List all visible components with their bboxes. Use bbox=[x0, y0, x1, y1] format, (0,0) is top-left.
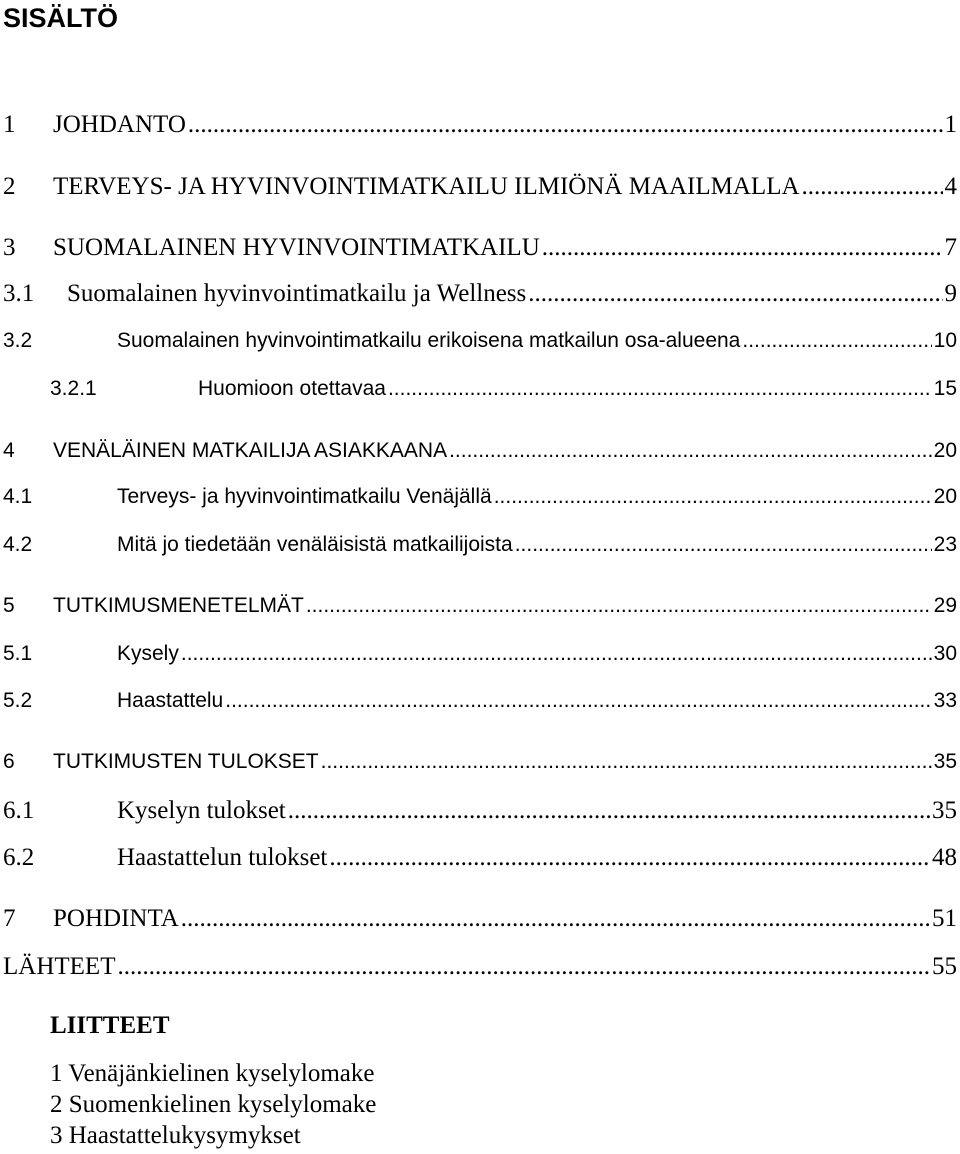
toc-dot-leader bbox=[181, 903, 930, 935]
toc-entry-page: 20 bbox=[933, 439, 957, 462]
appendix-item[interactable]: 2 Suomenkielinen kyselylomake bbox=[50, 1091, 377, 1118]
toc-entry-number: 5.2 bbox=[3, 689, 33, 712]
toc-entry-title: LÄHTEET bbox=[3, 953, 116, 980]
toc-entry-number: 1 bbox=[3, 111, 16, 138]
toc-dot-leader bbox=[449, 435, 932, 467]
toc-entry-6[interactable] bbox=[3, 746, 957, 778]
toc-entry-3-1[interactable] bbox=[3, 278, 957, 310]
toc-entry-title: VENÄLÄINEN MATKAILIJA ASIAKKAANA bbox=[53, 439, 448, 462]
toc-entry-number: 4 bbox=[3, 439, 15, 462]
toc-entry-title: Haastattelu bbox=[117, 689, 224, 712]
toc-entry-page: 35 bbox=[932, 797, 957, 824]
toc-entry-number: 6.2 bbox=[3, 844, 35, 871]
toc-entry-title: POHDINTA bbox=[53, 905, 179, 932]
appendices-list bbox=[50, 1058, 376, 1151]
toc-entry-number: 3.1 bbox=[3, 280, 35, 307]
toc-entry-page: 48 bbox=[932, 844, 957, 871]
toc-dot-leader bbox=[388, 373, 932, 405]
appendices-heading: LIITTEET bbox=[50, 1012, 170, 1039]
toc-entry-title: Kysely bbox=[117, 642, 179, 665]
toc-entry-page: 4 bbox=[944, 173, 957, 200]
toc-entry-page: 20 bbox=[933, 485, 957, 508]
toc-dot-leader bbox=[802, 171, 943, 203]
toc-entry-title: TERVEYS- JA HYVINVOINTIMATKAILU ILMIÖNÄ MAAILMALLA bbox=[53, 173, 800, 200]
toc-dot-leader bbox=[321, 746, 932, 778]
toc-entry-title: TUTKIMUSMENETELMÄT bbox=[53, 594, 304, 617]
toc-entry-references[interactable] bbox=[3, 951, 957, 983]
toc-entry-page: 30 bbox=[933, 642, 957, 665]
toc-dot-leader bbox=[742, 325, 931, 357]
toc-entry-number: 3.2 bbox=[3, 329, 33, 352]
toc-dot-leader bbox=[329, 842, 930, 874]
toc-dot-leader bbox=[181, 638, 932, 670]
toc-entry-number: 3 bbox=[3, 234, 16, 261]
toc-entry-3-2[interactable] bbox=[3, 325, 957, 357]
toc-entry-number: 5 bbox=[3, 594, 15, 617]
toc-entry-page: 7 bbox=[944, 234, 957, 261]
appendix-item[interactable]: 1 Venäjänkielinen kyselylomake bbox=[50, 1060, 375, 1087]
toc-entry-number: 2 bbox=[3, 173, 16, 200]
toc-dot-leader bbox=[528, 278, 942, 310]
toc-entry-title: JOHDANTO bbox=[53, 111, 186, 138]
appendix-item[interactable]: 3 Haastattelukysymykset bbox=[50, 1122, 301, 1149]
toc-entry-5[interactable] bbox=[3, 590, 957, 622]
toc-entry-7[interactable] bbox=[3, 903, 957, 935]
toc-entry-title: Huomioon otettavaa bbox=[198, 377, 386, 400]
toc-entry-number: 7 bbox=[3, 905, 16, 932]
toc-entry-4-2[interactable] bbox=[3, 529, 957, 561]
toc-entry-4-1[interactable] bbox=[3, 481, 957, 513]
toc-entry-number: 4.1 bbox=[3, 485, 33, 508]
toc-entry-title: Kyselyn tulokset bbox=[117, 797, 286, 824]
toc-entry-page: 51 bbox=[932, 905, 957, 932]
toc-entry-6-1[interactable] bbox=[3, 795, 957, 827]
toc-dot-leader bbox=[306, 590, 932, 622]
page-title: SISÄLTÖ bbox=[3, 3, 119, 33]
toc-entry-page: 1 bbox=[944, 111, 957, 138]
toc-entry-title: SUOMALAINEN HYVINVOINTIMATKAILU bbox=[53, 234, 540, 261]
toc-entry-title: Haastattelun tulokset bbox=[117, 844, 328, 871]
toc-entry-title: Suomalainen hyvinvointimatkailu erikoisena matkailun osa-alueena bbox=[117, 329, 741, 352]
toc-entry-number: 6 bbox=[3, 750, 15, 773]
toc-entry-page: 55 bbox=[932, 953, 957, 980]
toc-dot-leader bbox=[494, 481, 932, 513]
toc-entry-page: 35 bbox=[933, 750, 957, 773]
toc-entry-3-2-1[interactable] bbox=[50, 373, 957, 405]
toc-entry-5-1[interactable] bbox=[3, 638, 957, 670]
toc-entry-page: 9 bbox=[944, 280, 957, 307]
toc-entry-page: 23 bbox=[933, 533, 957, 556]
toc-entry-title: Mitä jo tiedetään venäläisistä matkailijoista bbox=[117, 533, 513, 556]
toc-entry-number: 4.2 bbox=[3, 533, 33, 556]
toc-entry-4[interactable] bbox=[3, 435, 957, 467]
toc-entry-2[interactable] bbox=[3, 171, 957, 203]
toc-entry-page: 10 bbox=[933, 329, 957, 352]
toc-entry-5-2[interactable] bbox=[3, 685, 957, 717]
toc-dot-leader bbox=[288, 795, 930, 827]
toc-entry-6-2[interactable] bbox=[3, 842, 957, 874]
toc-entry-number: 3.2.1 bbox=[50, 377, 97, 400]
toc-dot-leader bbox=[117, 951, 930, 983]
toc-dot-leader bbox=[542, 232, 943, 264]
toc-entry-title: Terveys- ja hyvinvointimatkailu Venäjällä bbox=[117, 485, 492, 508]
toc-dot-leader bbox=[225, 685, 931, 717]
toc-entry-1[interactable] bbox=[3, 109, 957, 141]
toc-dot-leader bbox=[515, 529, 932, 561]
toc-entry-page: 33 bbox=[933, 689, 957, 712]
toc-entry-page: 15 bbox=[933, 377, 957, 400]
toc-entry-title: TUTKIMUSTEN TULOKSET bbox=[53, 750, 319, 773]
toc-entry-title: Suomalainen hyvinvointimatkailu ja Wellness bbox=[67, 280, 527, 307]
toc-entry-3[interactable] bbox=[3, 232, 957, 264]
toc-entry-page: 29 bbox=[933, 594, 957, 617]
toc-entry-number: 6.1 bbox=[3, 797, 35, 824]
toc-dot-leader bbox=[188, 109, 943, 141]
toc-entry-number: 5.1 bbox=[3, 642, 33, 665]
